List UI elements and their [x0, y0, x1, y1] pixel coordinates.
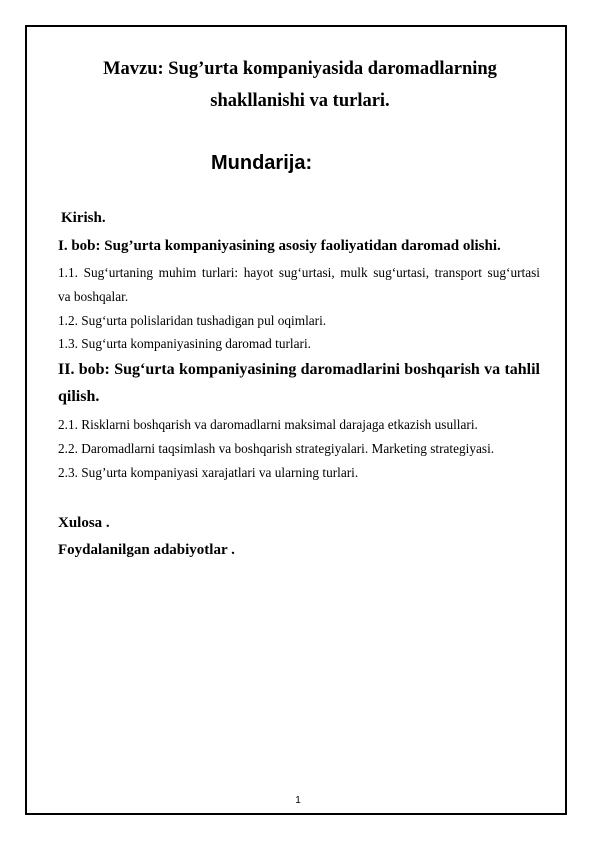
toc-item-1-1-line2: va boshqalar. [58, 289, 129, 304]
chapter2-heading-line2: qilish. [58, 388, 100, 405]
intro-entry: Kirish. [61, 210, 106, 226]
references-entry: Foydalanilgan adabiyotlar . [58, 542, 235, 558]
title-line-1: Mavzu: Sug’urta kompaniyasida daromadlarning [103, 59, 497, 79]
chapter2-heading-line1: II. bob: Sug‘urta kompaniyasining daromadlarini boshqarish va tahlil [58, 361, 540, 378]
contents-heading: Mundarija: [211, 152, 313, 174]
toc-item-2-2: 2.2. Daromadlarni taqsimlash va boshqarish strategiyalari. Marketing strategiyasi. [58, 441, 495, 456]
page-number: 1 [295, 795, 301, 806]
toc-item-2-3: 2.3. Sug’urta kompaniyasi xarajatlari va ularning turlari. [58, 465, 359, 480]
toc-item-1-1-line1: 1.1. Sug‘urtaning muhim turlari: hayot sug‘urtasi, mulk sug‘urtasi, transport sug‘urtasi [58, 265, 540, 280]
conclusion-entry: Xulosa . [58, 515, 110, 531]
toc-item-1-3: 1.3. Sug‘urta kompaniyasining daromad turlari. [58, 336, 311, 351]
toc-item-1-2: 1.2. Sug‘urta polislaridan tushadigan pul oqimlari. [58, 313, 327, 328]
toc-item-2-1: 2.1. Risklarni boshqarish va daromadlarni maksimal darajaga etkazish usullari. [58, 417, 478, 432]
chapter1-heading: I. bob: Sug’urta kompaniyasining asosiy faoliyatidan daromad olishi. [58, 238, 501, 254]
title-line-2: shakllanishi va turlari. [210, 91, 390, 111]
